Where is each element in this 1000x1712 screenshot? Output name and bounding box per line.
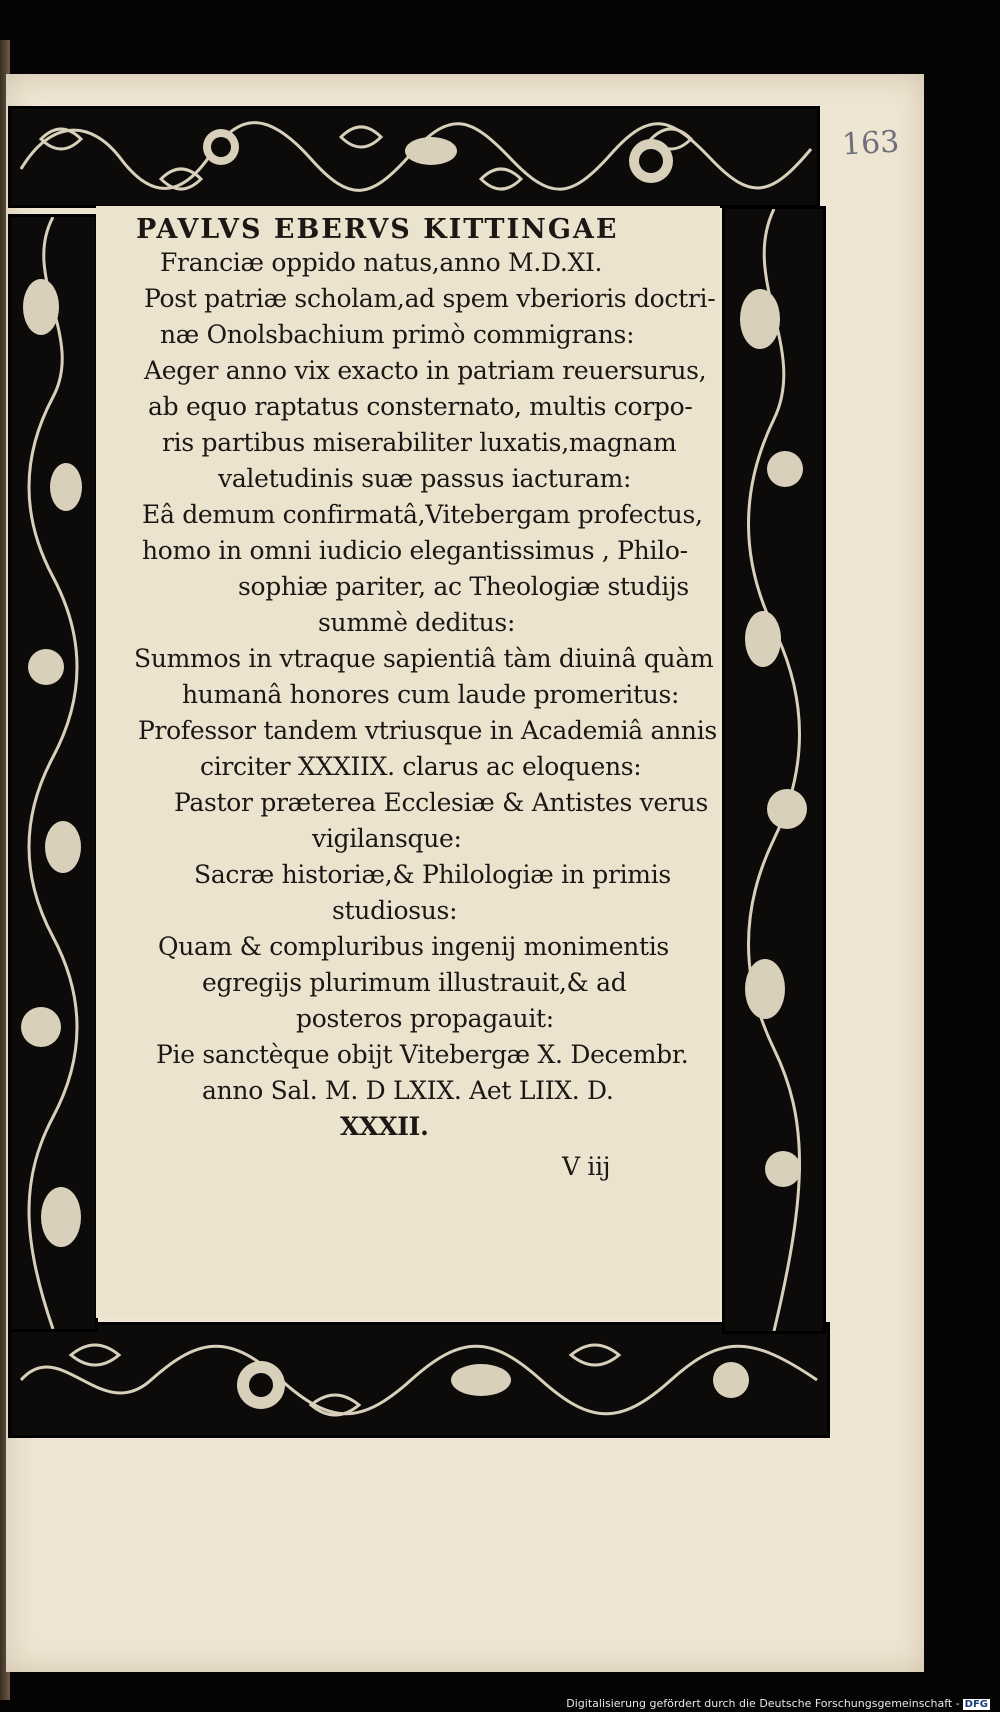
text-line: summè deditus: — [318, 608, 516, 637]
text-line: Professor tandem vtriusque in Academiâ annis — [138, 716, 717, 745]
text-line: anno Sal. M. D LXIX. Aet LIIX. D. — [202, 1076, 614, 1105]
ornamental-border-bottom — [8, 1322, 830, 1438]
ornamental-border-left — [8, 214, 98, 1332]
text-line: valetudinis suæ passus iacturam: — [218, 464, 632, 493]
title-line: PAVLVS EBERVS KITTINGAE — [136, 214, 619, 245]
text-line: Quam & compluribus ingenij monimentis — [158, 932, 669, 961]
digitization-footer — [566, 1697, 990, 1710]
text-line: circiter XXXIIX. clarus ac eloquens: — [200, 752, 642, 781]
text-line: næ Onolsbachium primò commigrans: — [160, 320, 635, 349]
text-block — [96, 206, 720, 1318]
text-line: humanâ honores cum laude promeritus: — [182, 680, 680, 709]
foliage-ornament-icon — [11, 109, 817, 205]
text-line: sophiæ pariter, ac Theologiæ studijs — [238, 572, 689, 601]
text-line: studiosus: — [332, 896, 458, 925]
foliage-ornament-icon — [11, 1325, 827, 1435]
text-line: Summos in vtraque sapientiâ tàm diuinâ quàm — [134, 644, 714, 673]
text-line: Post patriæ scholam,ad spem vberioris doctri- — [144, 284, 716, 313]
text-line: homo in omni iudicio elegantissimus , Philo- — [142, 536, 688, 565]
text-line: Pastor præterea Ecclesiæ & Antistes verus — [174, 788, 708, 817]
text-line: vigilansque: — [312, 824, 462, 853]
signature-mark: V iij — [562, 1152, 611, 1181]
footer-text: Digitalisierung gefördert durch die Deutsche Forschungsgemeinschaft - — [566, 1697, 960, 1710]
text-line: posteros propagauit: — [296, 1004, 554, 1033]
text-line: XXXII. — [340, 1112, 429, 1141]
text-line: Franciæ oppido natus,anno M.D.XI. — [160, 248, 603, 277]
vine-ornament-icon — [11, 217, 95, 1329]
ornamental-border-top — [8, 106, 820, 208]
text-line: ab equo raptatus consternato, multis corpo- — [148, 392, 693, 421]
text-line: Aeger anno vix exacto in patriam reuersurus, — [144, 356, 707, 385]
text-line: Eâ demum confirmatâ,Vitebergam profectus, — [142, 500, 703, 529]
text-line: egregijs plurimum illustrauit,& ad — [202, 968, 627, 997]
dfg-logo-icon: DFG — [964, 1699, 988, 1710]
text-line: ris partibus miserabiliter luxatis,magnam — [162, 428, 677, 457]
folio-number: 163 — [841, 124, 901, 163]
text-line: Pie sanctèque obijt Vitebergæ X. Decembr. — [156, 1040, 689, 1069]
text-line: Sacræ historiæ,& Philologiæ in primis — [194, 860, 671, 889]
